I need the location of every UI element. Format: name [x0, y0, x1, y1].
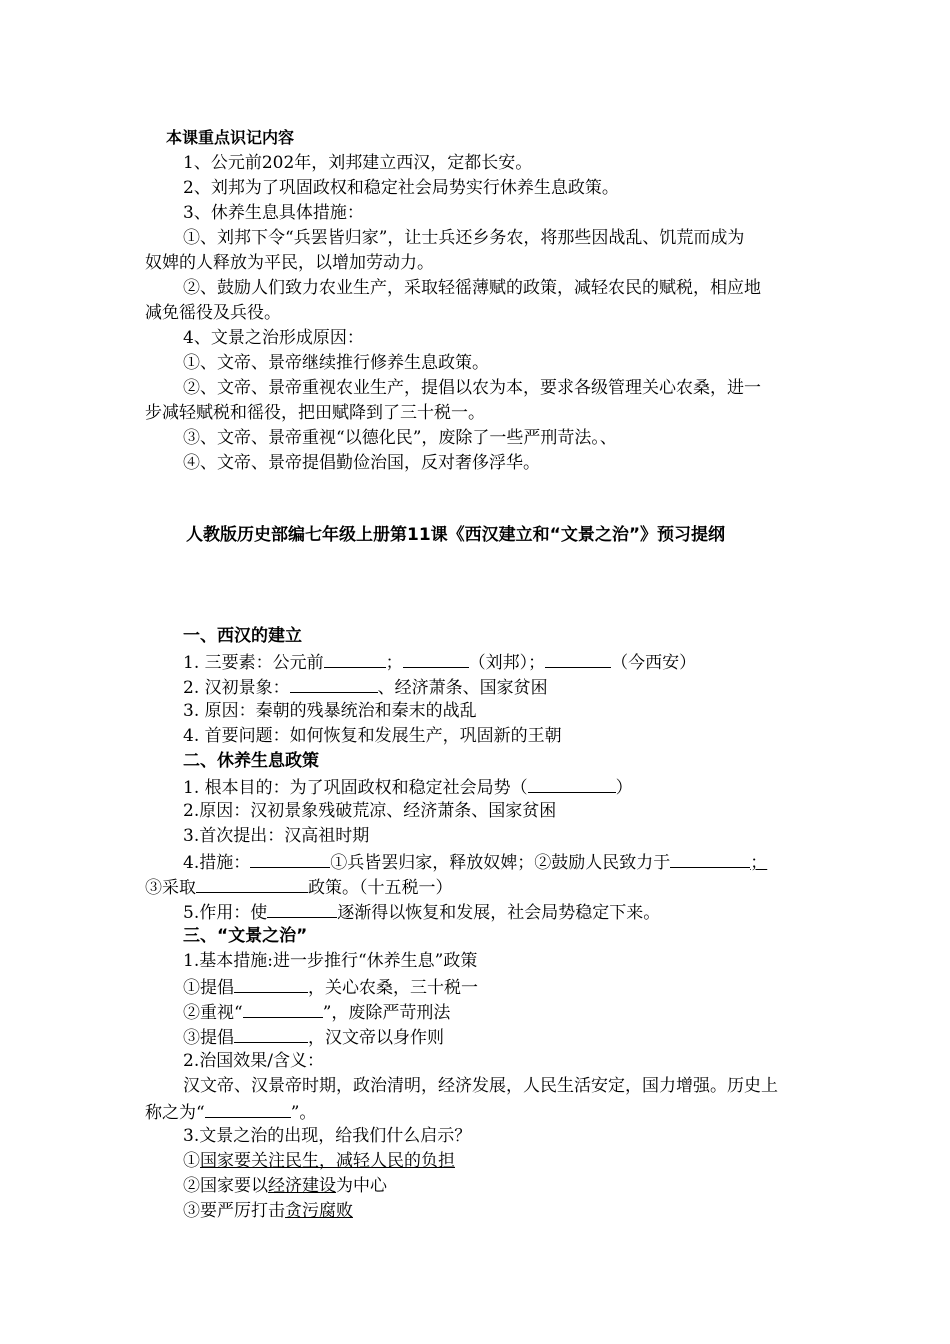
- key-point-3b-line1: ②、鼓励人们致力农业生产，采取轻徭薄赋的政策，减轻农民的赋税，相应地: [183, 278, 761, 298]
- key-point-3: 3、休养生息具体措施：: [183, 203, 364, 223]
- s3-line10: ②国家要以经济建设为中心: [183, 1176, 387, 1196]
- key-points-heading: 本课重点识记内容: [166, 128, 295, 147]
- key-point-4b-line2: 步减轻赋税和徭役，把田赋降到了三十税一。: [145, 403, 485, 423]
- section3-heading: 三、“文景之治”: [183, 926, 308, 946]
- s2-line2: 2.原因：汉初景象残破荒凉、经济萧条、国家贫困: [183, 801, 557, 821]
- s3-line8: 3.文景之治的出现，给我们什么启示？: [183, 1126, 472, 1146]
- fill-blank[interactable]: [545, 649, 611, 668]
- key-point-4d: ④、文帝、景帝提倡勤俭治国，反对奢侈浮华。: [183, 453, 540, 473]
- s3-line6: 汉文帝、汉景帝时期，政治清明，经济发展，人民生活安定，国力增强。历史上: [183, 1076, 778, 1096]
- page-title: 人教版历史部编七年级上册第11课《西汉建立和“文景之治”》预习提纲: [186, 525, 726, 545]
- section2-heading: 二、休养生息政策: [183, 751, 319, 771]
- s3-line5: 2.治国效果/含义：: [183, 1051, 324, 1071]
- fill-blank[interactable]: [243, 999, 323, 1018]
- fill-blank[interactable]: [290, 674, 378, 693]
- key-point-4: 4、文景之治形成原因：: [183, 328, 364, 348]
- key-point-4c: ③、文帝、景帝重视“以德化民”，废除了一些严刑苛法。、: [183, 428, 617, 448]
- fill-blank[interactable]: [267, 899, 337, 918]
- key-point-3a-line1: ①、刘邦下令“兵罢皆归家”，让士兵还乡务农，将那些因战乱、饥荒而成为: [183, 228, 745, 248]
- s1-line4: 4. 首要问题：如何恢复和发展生产，巩固新的王朝: [183, 726, 562, 746]
- s2-line3: 3.首次提出：汉高祖时期: [183, 826, 370, 846]
- fill-blank[interactable]: [670, 849, 750, 868]
- key-point-4b-line1: ②、文帝、景帝重视农业生产，提倡以农为本，要求各级管理关心农桑，进一: [183, 378, 761, 398]
- fill-blank[interactable]: [234, 974, 308, 993]
- fill-blank[interactable]: [250, 849, 330, 868]
- s3-line2: ①提倡 ，关心农桑，三十税一: [183, 974, 478, 1000]
- s3-line9: ①国家要关注民生，减轻人民的负担: [183, 1151, 455, 1171]
- s2-line4: 4.措施： ①兵皆罢归家，释放奴婢；②鼓励人民致力于 ；: [183, 849, 767, 875]
- fill-blank[interactable]: [205, 1099, 291, 1118]
- s3-line7: 称之为“ ”。: [145, 1099, 316, 1125]
- s2-line6: 5.作用：使 逐渐得以恢复和发展，社会局势稳定下来。: [183, 899, 660, 925]
- section1-heading: 一、西汉的建立: [183, 626, 302, 646]
- s3-line4: ③提倡 ，汉文帝以身作则: [183, 1024, 444, 1050]
- s3-line1: 1.基本措施:进一步推行“休养生息”政策: [183, 951, 478, 971]
- s3-line11: ③要严厉打击贪污腐败: [183, 1201, 353, 1221]
- s3-line3: ②重视“ ”，废除严苛刑法: [183, 999, 450, 1025]
- s2-line1: 1. 根本目的：为了巩固政权和稳定社会局势（ ）: [183, 774, 633, 800]
- fill-blank[interactable]: [196, 874, 308, 893]
- key-point-2: 2、刘邦为了巩固政权和稳定社会局势实行休养生息政策。: [183, 178, 619, 198]
- fill-blank[interactable]: [324, 649, 386, 668]
- s1-line2: 2. 汉初景象： 、经济萧条、国家贫困: [183, 674, 548, 700]
- s2-line5: ③采取 政策。（十五税一）: [145, 874, 453, 900]
- fill-blank[interactable]: [528, 774, 616, 793]
- key-point-1: 1、公元前202年，刘邦建立西汉，定都长安。: [183, 153, 533, 173]
- s1-line3: 3. 原因：秦朝的残暴统治和秦末的战乱: [183, 701, 477, 721]
- key-point-3b-line2: 减免徭役及兵役。: [145, 303, 281, 323]
- fill-blank[interactable]: [403, 649, 469, 668]
- s1-line1: 1. 三要素：公元前 ； （刘邦）； （今西安）: [183, 649, 696, 675]
- fill-blank[interactable]: [234, 1024, 308, 1043]
- key-point-4a: ①、文帝、景帝继续推行修养生息政策。: [183, 353, 489, 373]
- key-point-3a-line2: 奴婢的人释放为平民，以增加劳动力。: [145, 253, 434, 273]
